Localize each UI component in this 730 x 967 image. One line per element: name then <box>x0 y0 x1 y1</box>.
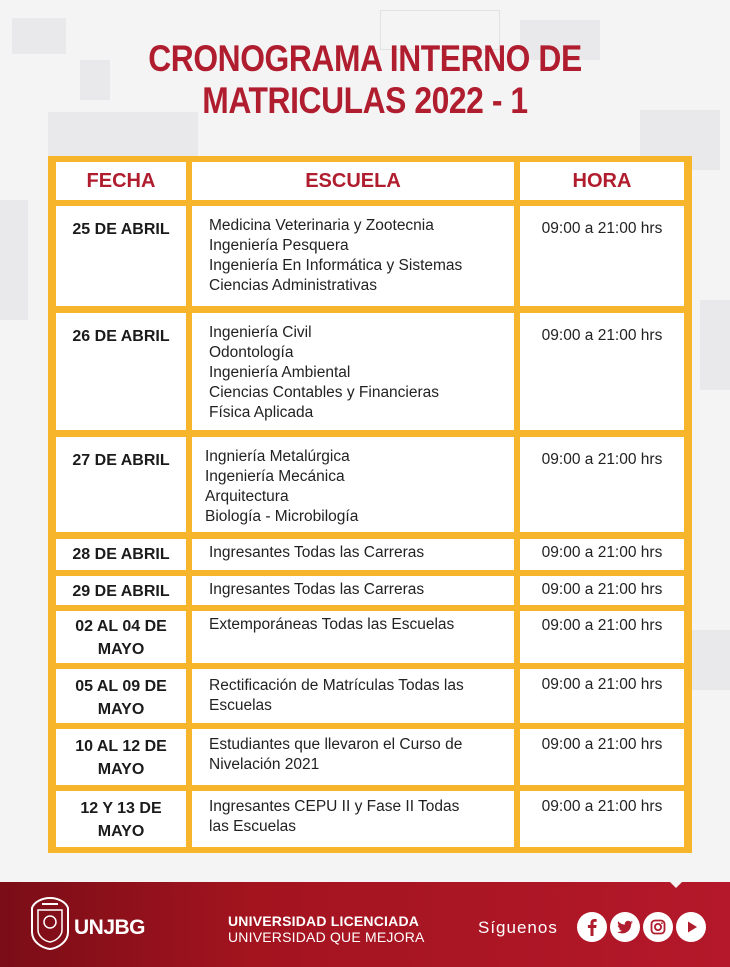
school-item: Ingeniería Pesquera <box>209 237 349 254</box>
table-row-schools <box>192 206 514 306</box>
header-escuela: ESCUELA <box>192 162 514 200</box>
school-item: Extemporáneas Todas las Escuelas <box>209 616 455 633</box>
page-title <box>51 38 679 122</box>
school-item: Ingniería Metalúrgica <box>205 448 350 465</box>
table-row-schools <box>192 791 514 847</box>
school-item: Rectificación de Matrículas Todas las <box>209 677 464 694</box>
date-line: MAYO <box>97 641 145 658</box>
slogan-line-1: UNIVERSIDAD LICENCIADA <box>228 913 420 929</box>
table-row-schools <box>192 576 514 605</box>
school-item: Física Aplicada <box>209 404 314 421</box>
table-row-hora: 09:00 a 21:00 hrs <box>520 313 684 430</box>
table-row-date: 26 DE ABRIL <box>56 313 186 430</box>
table-row-date <box>56 729 186 785</box>
header-fecha: FECHA <box>56 162 186 200</box>
school-item: Ingresantes Todas las Carreras <box>209 544 425 561</box>
table-row-date <box>56 669 186 723</box>
title-line-2: MATRICULAS 2022 - 1 <box>202 80 528 121</box>
table-row-hora: 09:00 a 21:00 hrs <box>520 729 684 785</box>
table-row-hora: 09:00 a 21:00 hrs <box>520 576 684 605</box>
slogan-line-2: UNIVERSIDAD QUE MEJORA <box>228 929 425 945</box>
date-line: MAYO <box>97 701 145 718</box>
date-line: MAYO <box>97 823 145 840</box>
school-item: Escuelas <box>209 697 272 714</box>
table-row-schools <box>192 313 514 430</box>
table-row-schools <box>192 729 514 785</box>
title-line-1: CRONOGRAMA INTERNO DE <box>148 38 582 79</box>
table-row-date: 28 DE ABRIL <box>56 539 186 570</box>
table-row-schools <box>192 539 514 570</box>
table-row-hora: 09:00 a 21:00 hrs <box>520 669 684 723</box>
table-row-schools <box>192 669 514 723</box>
date-line: 05 AL 09 DE <box>75 678 167 695</box>
table-row-schools <box>192 437 514 532</box>
table-row-hora: 09:00 a 21:00 hrs <box>520 611 684 663</box>
table-row-hora: 09:00 a 21:00 hrs <box>520 437 684 532</box>
facebook-icon[interactable] <box>577 912 607 942</box>
school-item: Odontología <box>209 344 294 361</box>
school-item: Ingresantes Todas las Carreras <box>209 581 425 598</box>
university-seal-icon <box>28 896 72 950</box>
school-item: Nivelación 2021 <box>209 756 320 773</box>
instagram-icon[interactable] <box>643 912 673 942</box>
table-row-hora: 09:00 a 21:00 hrs <box>520 539 684 570</box>
school-item: Medicina Veterinaria y Zootecnia <box>209 217 434 234</box>
school-item: Ingeniería En Informática y Sistemas <box>209 257 463 274</box>
date-line: MAYO <box>97 761 145 778</box>
school-item: Ciencias Contables y Financieras <box>209 384 440 401</box>
brand-name: UNJBG <box>74 916 146 939</box>
date-line: 10 AL 12 DE <box>75 738 167 755</box>
school-item: Ingeniería Ambiental <box>209 364 351 381</box>
school-item: Ingeniería Civil <box>209 324 312 341</box>
table-row-hora: 09:00 a 21:00 hrs <box>520 206 684 306</box>
twitter-icon[interactable] <box>610 912 640 942</box>
table-row-schools <box>192 611 514 663</box>
date-line: 02 AL 04 DE <box>75 618 167 635</box>
university-slogan <box>228 913 425 945</box>
table-row-date <box>56 611 186 663</box>
table-row-date: 29 DE ABRIL <box>56 576 186 605</box>
footer-notch <box>660 872 692 888</box>
school-item: Arquitectura <box>205 488 289 505</box>
school-item: Biología - Microbilogía <box>205 508 359 525</box>
school-item: Ingresantes CEPU II y Fase II Todas <box>209 798 460 815</box>
school-item: Estudiantes que llevaron el Curso de <box>209 736 463 753</box>
school-item: Ingeniería Mecánica <box>205 468 345 485</box>
school-item: las Escuelas <box>209 818 297 835</box>
schedule-table <box>48 156 692 853</box>
date-line: 12 Y 13 DE <box>80 800 162 817</box>
table-row-date: 25 DE ABRIL <box>56 206 186 306</box>
school-item: Ciencias Administrativas <box>209 277 377 294</box>
bg-square <box>700 300 730 390</box>
table-row-hora: 09:00 a 21:00 hrs <box>520 791 684 847</box>
follow-label: Síguenos <box>478 918 558 937</box>
youtube-icon[interactable] <box>676 912 706 942</box>
table-row-date <box>56 791 186 847</box>
bg-square <box>0 200 28 320</box>
header-hora: HORA <box>520 162 684 200</box>
table-row-date: 27 DE ABRIL <box>56 437 186 532</box>
